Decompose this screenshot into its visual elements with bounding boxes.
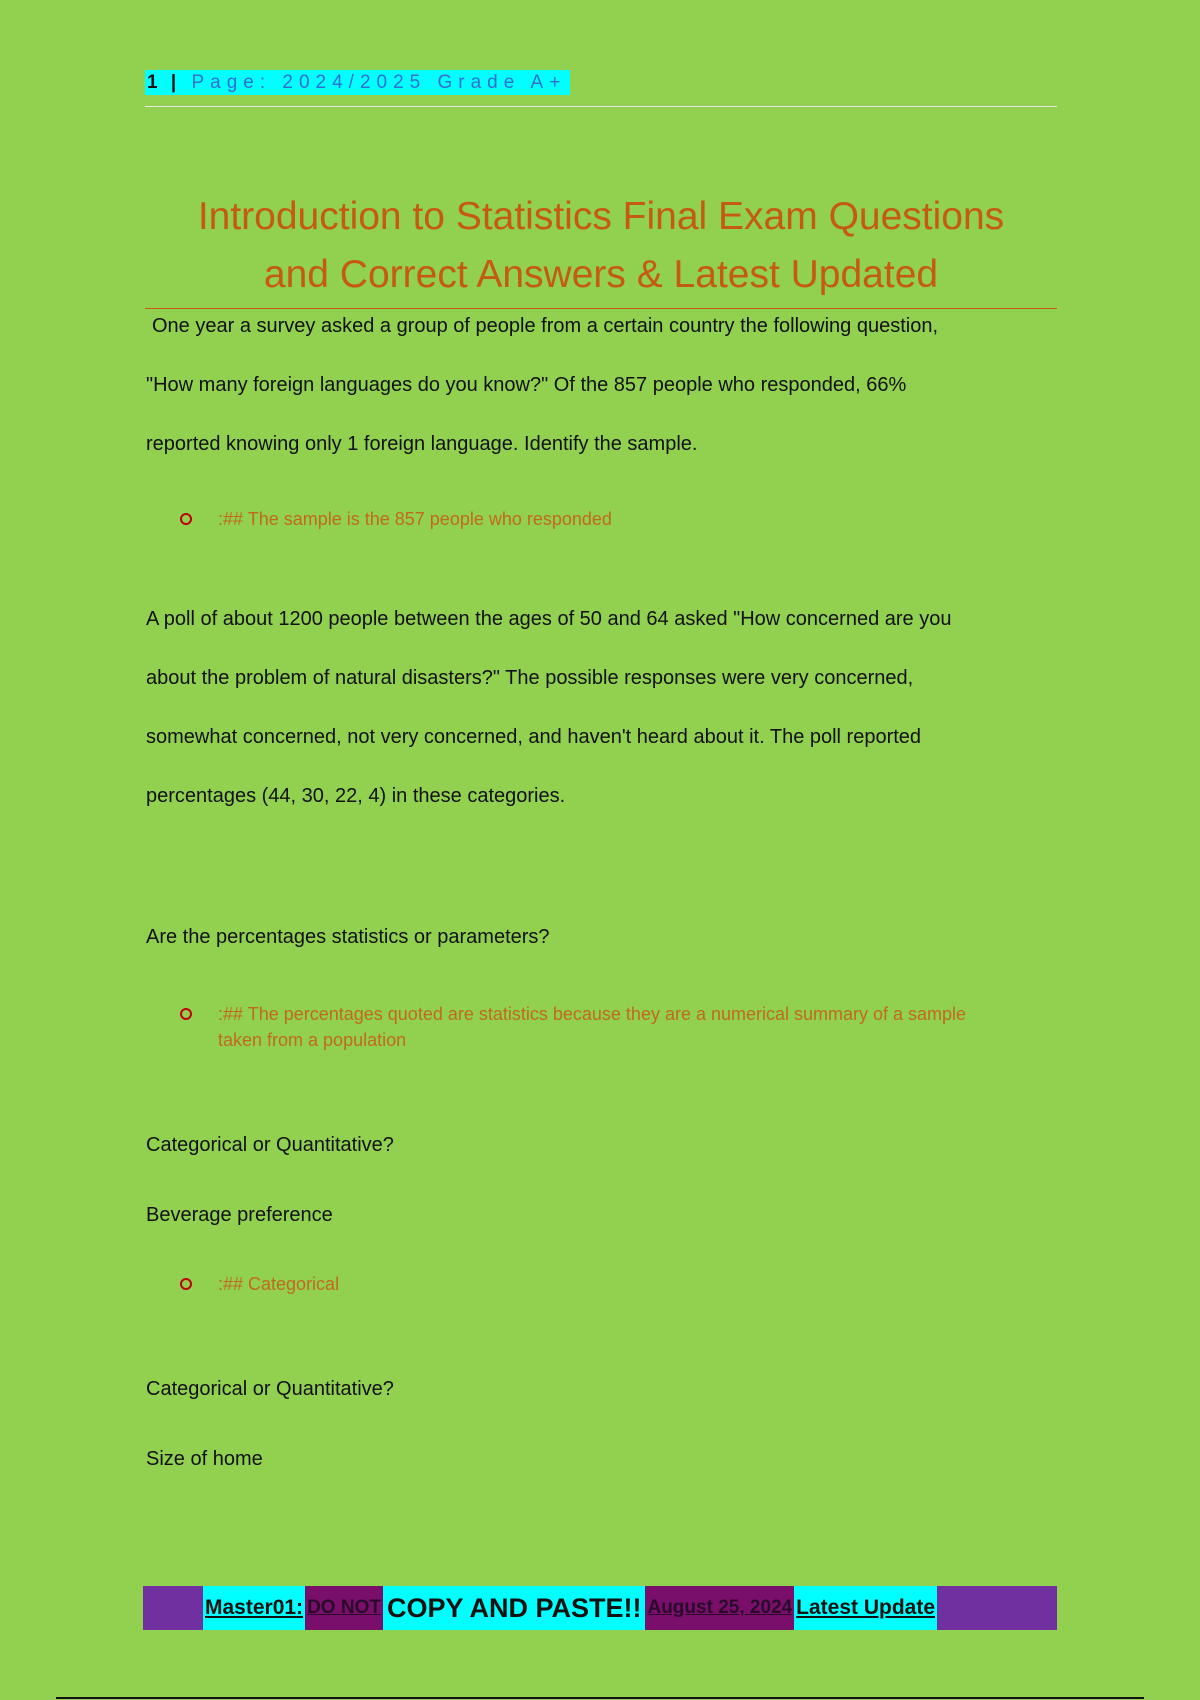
page-number: 1 — [147, 72, 160, 93]
answer-2-line-2: taken from a population — [218, 1030, 407, 1050]
document-title — [145, 188, 1057, 309]
page-header-highlight — [145, 70, 570, 95]
answer-3-text: :## Categorical — [218, 1274, 340, 1294]
footer-do-not: DO NOT — [305, 1586, 383, 1630]
question-4-line-2: Size of home — [146, 1448, 263, 1470]
question-2 — [146, 590, 1066, 826]
question-1 — [146, 297, 1066, 474]
page-header — [145, 70, 1057, 107]
question-4 — [146, 1354, 1066, 1494]
document-title-line-1: Introduction to Statistics Final Exam Questions — [197, 195, 1005, 238]
document-title-line-2: and Correct Answers & Latest Updated — [263, 253, 939, 296]
answer-3-bullet-icon — [180, 1271, 218, 1299]
footer-date: August 25, 2024 — [645, 1586, 794, 1630]
footer-banner — [143, 1586, 1057, 1630]
question-3-line-2: Beverage preference — [146, 1204, 333, 1226]
question-2-line-1: A poll of about 1200 people between the ages of 50 and 64 asked "How concerned are you — [146, 608, 952, 630]
answer-2 — [180, 1001, 1060, 1053]
question-2-line-2: about the problem of natural disasters?" The possible responses were very concerned, — [146, 667, 914, 689]
answer-2-bullet-icon — [180, 1001, 218, 1053]
answer-1-text: :## The sample is the 857 people who responded — [218, 509, 612, 529]
bottom-rule — [56, 1697, 1144, 1699]
answer-2-line-1: :## The percentages quoted are statistics because they are a numerical summary of a sample — [218, 1004, 967, 1024]
question-2-line-3: somewhat concerned, not very concerned, and haven't heard about it. The poll reported — [146, 726, 922, 748]
answer-2-body — [218, 1001, 966, 1053]
question-2-subquestion: Are the percentages statistics or parameters? — [146, 926, 550, 948]
page-header-separator: | — [170, 72, 181, 93]
answer-1-bullet-icon — [180, 506, 218, 534]
footer-latest-update: Latest Update — [794, 1586, 937, 1630]
footer-master-label: Master01: — [203, 1586, 305, 1630]
question-2-line-4: percentages (44, 30, 22, 4) in these categories. — [146, 785, 566, 807]
footer-segments — [203, 1586, 937, 1630]
question-1-line-1: One year a survey asked a group of people from a certain country the following question, — [152, 315, 939, 337]
question-4-line-1: Categorical or Quantitative? — [146, 1378, 394, 1400]
answer-1 — [180, 506, 1060, 534]
page-header-text: Page: 2024/2025 Grade A+ — [191, 72, 567, 93]
question-1-line-2: "How many foreign languages do you know?" Of the 857 people who responded, 66% — [146, 374, 907, 396]
question-1-line-3: reported knowing only 1 foreign language. Identify the sample. — [146, 433, 698, 455]
answer-3 — [180, 1271, 1060, 1299]
footer-copy-warning: COPY AND PASTE!! — [383, 1586, 646, 1630]
question-3-line-1: Categorical or Quantitative? — [146, 1134, 394, 1156]
question-3 — [146, 1110, 1066, 1250]
